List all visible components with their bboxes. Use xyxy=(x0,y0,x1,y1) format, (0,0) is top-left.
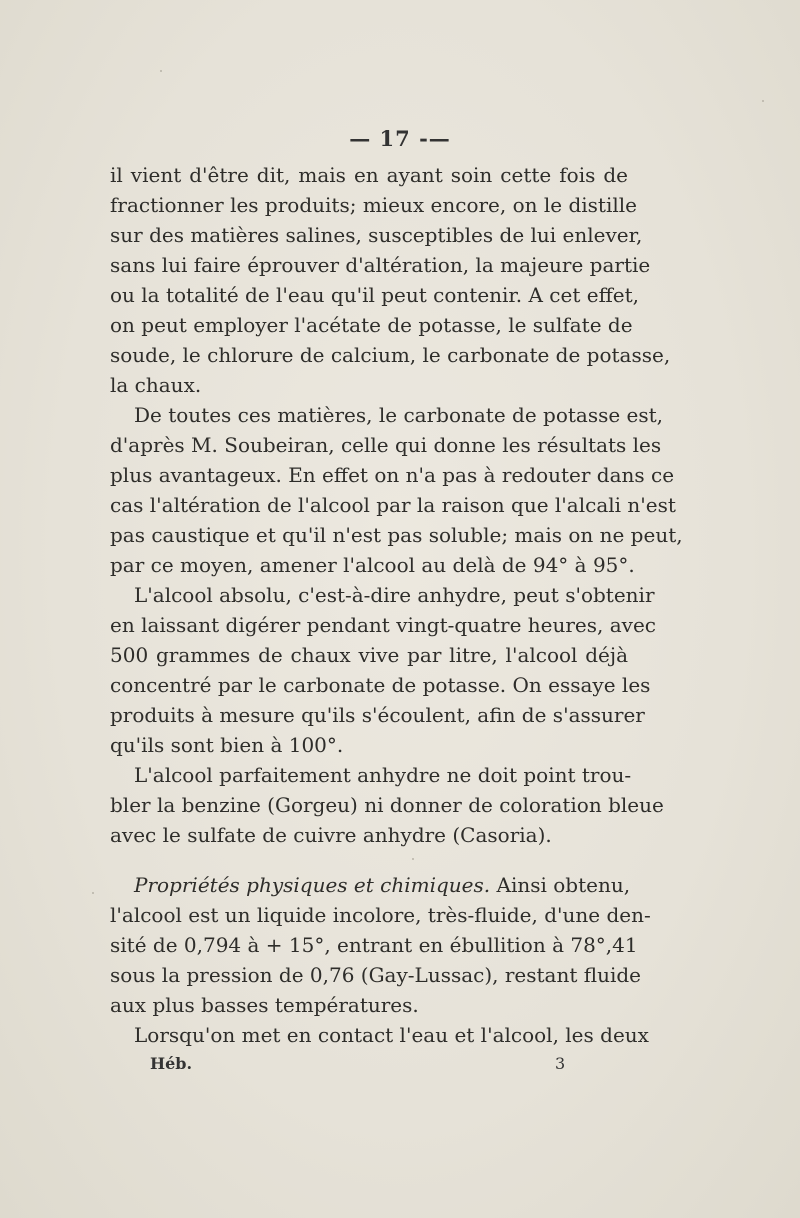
text-span: Ainsi obtenu, xyxy=(490,873,631,897)
paper-speck xyxy=(412,858,414,860)
paper-speck xyxy=(92,892,94,894)
page-header-number: — 17 -— xyxy=(349,126,451,151)
text-line: qu'ils sont bien à 100°. xyxy=(110,733,344,757)
text-line: 500 grammes de chaux vive par litre, l'alcool déjà xyxy=(110,643,628,667)
text-line: sans lui faire éprouver d'altération, la majeure partie xyxy=(110,253,651,277)
text-line: concentré par le carbonate de potasse. On essaye les xyxy=(110,673,651,697)
text-line: la chaux. xyxy=(110,373,202,397)
text-line: produits à mesure qu'ils s'écoulent, afin de s'assurer xyxy=(110,703,645,727)
text-line: sous la pression de 0,76 (Gay-Lussac), restant fluide xyxy=(110,963,642,987)
text-line: aux plus basses températures. xyxy=(110,993,419,1017)
text-line: De toutes ces matières, le carbonate de potasse est, xyxy=(134,403,664,427)
text-line: d'après M. Soubeiran, celle qui donne les résultats les xyxy=(110,433,662,457)
text-line: L'alcool parfaitement anhydre ne doit point trou- xyxy=(134,763,632,787)
text-line: sité de 0,794 à + 15°, entrant en ébullition à 78°,41 xyxy=(110,933,638,957)
text-line: avec le sulfate de cuivre anhydre (Casoria). xyxy=(110,823,552,847)
text-line: pas caustique et qu'il n'est pas soluble; mais on ne peut, xyxy=(110,523,683,547)
text-line: soude, le chlorure de calcium, le carbonate de potasse, xyxy=(110,343,671,367)
text-line: on peut employer l'acétate de potasse, le sulfate de xyxy=(110,313,633,337)
text-line: l'alcool est un liquide incolore, très-fluide, d'une den- xyxy=(110,903,651,927)
text-line: Lorsqu'on met en contact l'eau et l'alcool, les deux xyxy=(134,1023,649,1047)
text-line: L'alcool absolu, c'est-à-dire anhydre, peut s'obtenir xyxy=(134,583,655,607)
text-line: plus avantageux. En effet on n'a pas à redouter dans ce xyxy=(110,463,675,487)
text-line: il vient d'être dit, mais en ayant soin cette fois de xyxy=(110,163,628,187)
text-line: ou la totalité de l'eau qu'il peut contenir. A cet effet, xyxy=(110,283,640,307)
paper-speck xyxy=(160,70,162,72)
text-line: en laissant digérer pendant vingt-quatre heures, avec xyxy=(110,613,656,637)
signature-number: 3 xyxy=(555,1054,566,1073)
text-line: fractionner les produits; mieux encore, on le distille xyxy=(110,193,637,217)
section-heading-line xyxy=(134,870,631,900)
section-heading: Propriétés physiques et chimiques. xyxy=(134,873,491,897)
text-line: sur des matières salines, susceptibles de lui enlever, xyxy=(110,223,643,247)
paper-speck xyxy=(762,100,764,102)
text-line: cas l'altération de l'alcool par la raison que l'alcali n'est xyxy=(110,493,676,517)
text-line: par ce moyen, amener l'alcool au delà de 94° à 95°. xyxy=(110,553,635,577)
signature-mark: Héb. xyxy=(150,1054,193,1073)
text-line: bler la benzine (Gorgeu) ni donner de coloration bleue xyxy=(110,793,664,817)
